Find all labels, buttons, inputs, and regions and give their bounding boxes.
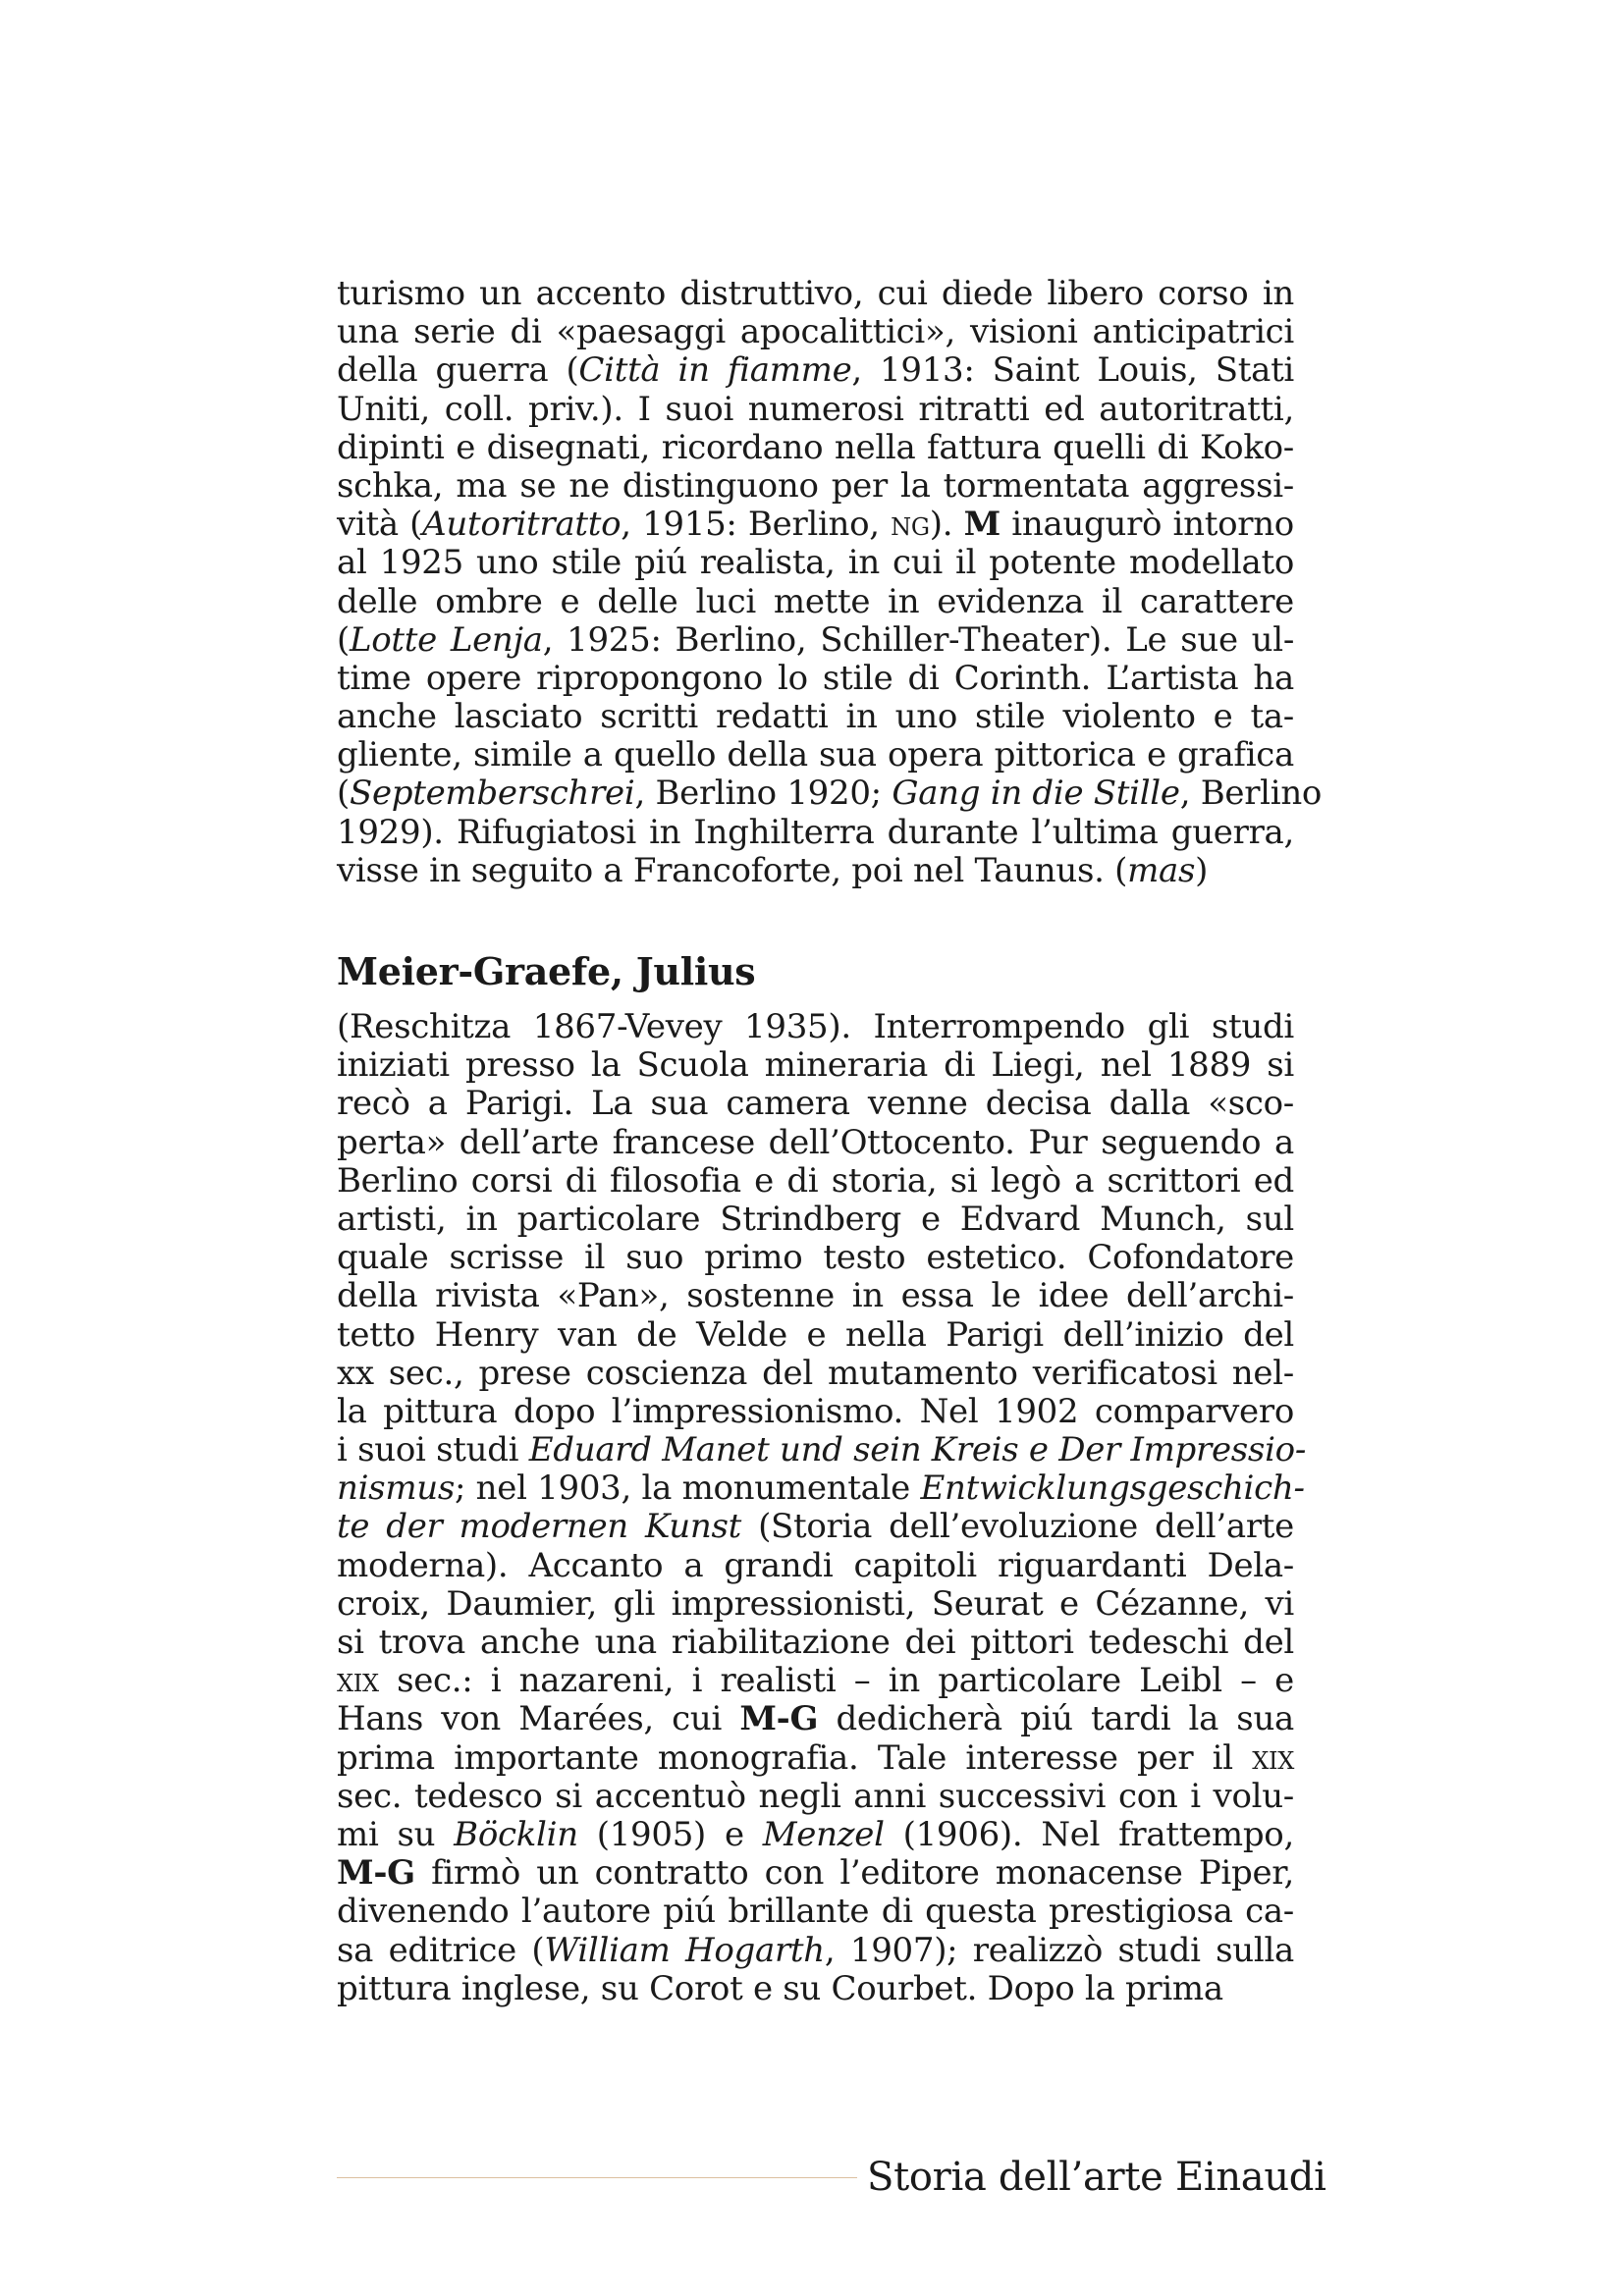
text-line: 1929). Rifugiatosi in Inghilterra durante l’ultima guerra, xyxy=(337,812,1294,852)
text-line: si trova anche una riabilitazione dei pittori tedeschi del xyxy=(337,1623,1294,1662)
text-line: perta» dell’arte francese dell’Ottocento. Pur seguendo a xyxy=(337,1122,1294,1162)
text-line: turismo un accento distruttivo, cui diede libero corso in xyxy=(337,274,1294,313)
text-line: time opere ripropongono lo stile di Corinth. L’artista ha xyxy=(337,658,1294,698)
text-line: Berlino corsi di filosofia e di storia, si legò a scrittori ed xyxy=(337,1160,1294,1201)
text-line: gliente, simile a quello della sua opera pittorica e grafica xyxy=(337,735,1294,775)
text-line: della guerra (Città in fiamme, 1913: Saint Louis, Stati xyxy=(337,350,1295,391)
text-line: prima importante monografia. Tale interesse per il xix xyxy=(337,1737,1294,1778)
text-line: dipinti e disegnati, ricordano nella fattura quelli di Koko- xyxy=(337,427,1294,467)
text-line: iniziati presso la Scuola mineraria di Liegi, nel 1889 si xyxy=(337,1045,1294,1086)
text-line: mi su Böcklin (1905) e Menzel (1906). Nel frattempo, xyxy=(337,1814,1294,1854)
text-line: anche lasciato scritti redatti in uno stile violento e ta- xyxy=(337,697,1294,737)
text-line: delle ombre e delle luci mette in evidenza il carattere xyxy=(337,581,1294,621)
text-line: M-G firmò un contratto con l’editore monacense Piper, xyxy=(337,1853,1294,1894)
text-line: Uniti, coll. priv.). I suoi numerosi ritratti ed autoritratti, xyxy=(337,389,1294,429)
text-line: tetto Henry van de Velde e nella Parigi dell’inizio del xyxy=(337,1314,1294,1355)
footer-title: Storia dell’arte Einaudi xyxy=(867,2155,1326,2200)
text-line: sec. tedesco si accentuò negli anni successivi con i volu- xyxy=(337,1776,1294,1816)
text-line: al 1925 uno stile piú realista, in cui il potente modellato xyxy=(337,543,1294,583)
entry-body xyxy=(337,1007,1307,2008)
text-line: sa editrice (William Hogarth, 1907); realizzò studi sulla xyxy=(337,1930,1294,1970)
text-line: croix, Daumier, gli impressionisti, Seurat e Cézanne, vi xyxy=(337,1583,1294,1624)
text-line: pittura inglese, su Corot e su Courbet. Dopo la prima xyxy=(337,1968,1223,2008)
text-line: quale scrisse il suo primo testo estetico. Cofondatore xyxy=(337,1238,1294,1278)
text-line: xix sec.: i nazareni, i realisti – in particolare Leibl – e xyxy=(337,1661,1294,1701)
text-line: moderna). Accanto a grandi capitoli riguardanti Dela- xyxy=(337,1545,1294,1585)
text-line: della rivista «Pan», sostenne in essa le idee dell’archi- xyxy=(337,1276,1294,1316)
text-line: te der modernen Kunst (Storia dell’evoluzione dell’arte xyxy=(337,1507,1294,1547)
footer-rule xyxy=(337,2177,857,2178)
text-line: schka, ma se ne distinguono per la tormentata aggressi- xyxy=(337,465,1294,506)
entry-heading: Meier-Graefe, Julius xyxy=(337,949,756,993)
text-line: Hans von Marées, cui M-G dedicherà piú tardi la sua xyxy=(337,1699,1295,1739)
text-line: i suoi studi Eduard Manet und sein Kreis e Der Impressio- xyxy=(337,1430,1307,1470)
text-line: (Reschitza 1867-Vevey 1935). Interrompendo gli studi xyxy=(337,1007,1294,1046)
text-line: (Lotte Lenja, 1925: Berlino, Schiller-Theater). Le sue ul- xyxy=(337,619,1295,660)
text-line: (Septemberschrei, Berlino 1920; Gang in die Stille, Berlino xyxy=(337,774,1323,814)
text-line: nismus; nel 1903, la monumentale Entwicklungsgeschich- xyxy=(337,1468,1305,1509)
text-line: xx sec., prese coscienza del mutamento verificatosi nel- xyxy=(337,1353,1294,1393)
text-line: la pittura dopo l’impressionismo. Nel 1902 comparvero xyxy=(337,1391,1294,1431)
entry-continuation xyxy=(337,274,1323,890)
text-line: vità (Autoritratto, 1915: Berlino, ng). M inaugurò intorno xyxy=(337,505,1294,545)
text-line: recò a Parigi. La sua camera venne decisa dalla «sco- xyxy=(337,1084,1294,1124)
text-line: divenendo l’autore piú brillante di questa prestigiosa ca- xyxy=(337,1892,1294,1932)
text-line: visse in seguito a Francoforte, poi nel Taunus. (mas) xyxy=(337,850,1209,890)
text-line: artisti, in particolare Strindberg e Edvard Munch, sul xyxy=(337,1199,1294,1239)
text-line: una serie di «paesaggi apocalittici», visioni anticipatrici xyxy=(337,312,1294,352)
